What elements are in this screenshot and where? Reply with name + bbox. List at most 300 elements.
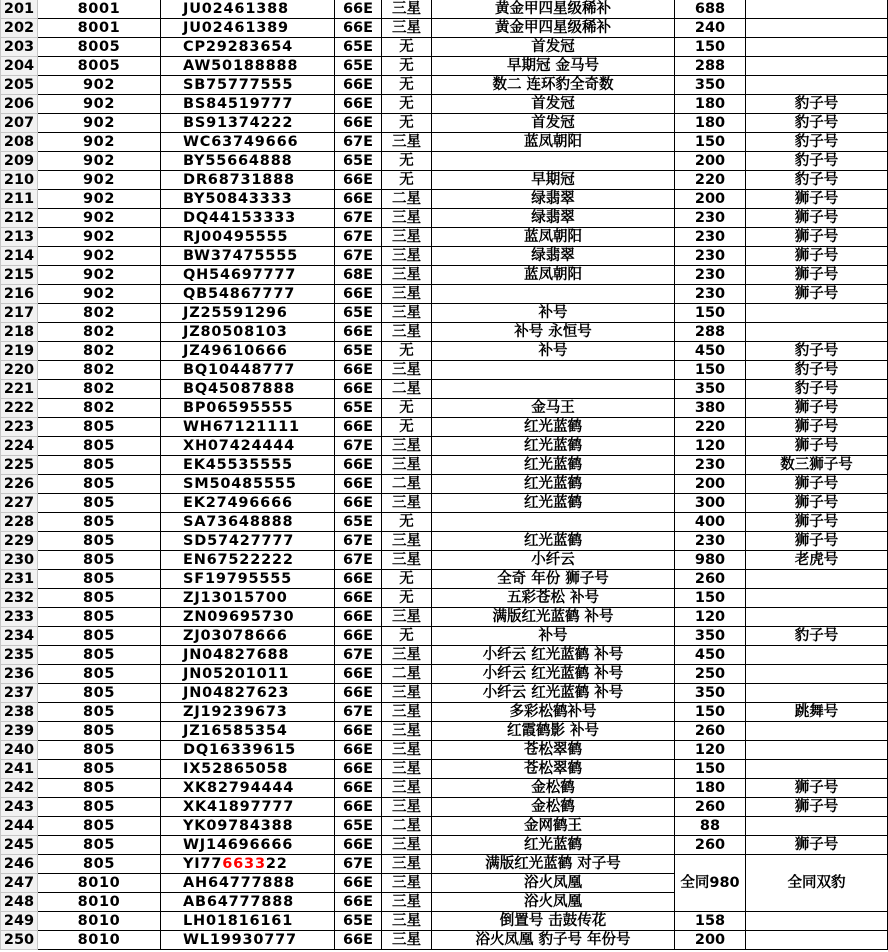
serial-number-cell[interactable]: JN05201011 (161, 665, 335, 684)
serial-number-cell[interactable]: ZJ19239673 (161, 703, 335, 722)
note-cell[interactable]: 豹子号 (746, 152, 888, 171)
serial-number-cell[interactable]: EK27496666 (161, 494, 335, 513)
version-code-cell[interactable]: 902 (38, 209, 161, 228)
serial-number-cell[interactable]: ZJ03078666 (161, 627, 335, 646)
row-number[interactable]: 227 (1, 494, 38, 513)
note-cell[interactable] (746, 38, 888, 57)
note-cell[interactable]: 狮子号 (746, 228, 888, 247)
description-cell[interactable]: 满版红光蓝鹤 对子号 (432, 855, 675, 874)
row-number[interactable]: 212 (1, 209, 38, 228)
version-code-cell[interactable]: 8005 (38, 38, 161, 57)
star-rating-cell[interactable]: 三星 (382, 608, 432, 627)
price-cell[interactable]: 980 (675, 551, 746, 570)
grade-cell[interactable]: 67E (335, 133, 382, 152)
serial-number-cell[interactable]: RJ00495555 (161, 228, 335, 247)
grade-cell[interactable]: 66E (335, 665, 382, 684)
serial-number-cell[interactable]: YK09784388 (161, 817, 335, 836)
description-cell[interactable]: 倒置号 击鼓传花 (432, 912, 675, 931)
star-rating-cell[interactable]: 三星 (382, 247, 432, 266)
description-cell[interactable]: 浴火凤凰 豹子号 年份号 (432, 931, 675, 950)
grade-cell[interactable]: 66E (335, 456, 382, 475)
serial-number-cell[interactable]: LH01816161 (161, 912, 335, 931)
note-cell[interactable] (746, 741, 888, 760)
description-cell[interactable]: 绿翡翠 (432, 247, 675, 266)
serial-number-cell[interactable]: ZJ13015700 (161, 589, 335, 608)
description-cell[interactable]: 金松鹤 (432, 798, 675, 817)
version-code-cell[interactable]: 802 (38, 361, 161, 380)
star-rating-cell[interactable]: 三星 (382, 494, 432, 513)
row-number[interactable]: 221 (1, 380, 38, 399)
star-rating-cell[interactable]: 三星 (382, 0, 432, 19)
star-rating-cell[interactable]: 无 (382, 570, 432, 589)
serial-number-cell[interactable]: JN04827623 (161, 684, 335, 703)
star-rating-cell[interactable]: 二星 (382, 665, 432, 684)
note-cell[interactable] (746, 57, 888, 76)
description-cell[interactable]: 金网鹤王 (432, 817, 675, 836)
serial-number-cell[interactable]: QH54697777 (161, 266, 335, 285)
note-cell[interactable]: 狮子号 (746, 285, 888, 304)
grade-cell[interactable]: 67E (335, 228, 382, 247)
serial-number-cell[interactable]: AB64777888 (161, 893, 335, 912)
row-number[interactable]: 209 (1, 152, 38, 171)
grade-cell[interactable]: 65E (335, 152, 382, 171)
description-cell[interactable]: 蓝凤朝阳 (432, 266, 675, 285)
row-number[interactable]: 243 (1, 798, 38, 817)
description-cell[interactable]: 绿翡翠 (432, 209, 675, 228)
version-code-cell[interactable]: 805 (38, 722, 161, 741)
version-code-cell[interactable]: 805 (38, 646, 161, 665)
row-number[interactable]: 250 (1, 931, 38, 950)
description-cell[interactable]: 补号 (432, 627, 675, 646)
grade-cell[interactable]: 65E (335, 513, 382, 532)
description-cell[interactable]: 早期冠 金马号 (432, 57, 675, 76)
price-cell[interactable]: 88 (675, 817, 746, 836)
description-cell[interactable]: 全奇 年份 狮子号 (432, 570, 675, 589)
version-code-cell[interactable]: 802 (38, 304, 161, 323)
grade-cell[interactable]: 66E (335, 380, 382, 399)
row-number[interactable]: 245 (1, 836, 38, 855)
serial-number-cell[interactable]: DR68731888 (161, 171, 335, 190)
description-cell[interactable]: 五彩苍松 补号 (432, 589, 675, 608)
description-cell[interactable]: 补号 (432, 304, 675, 323)
row-number[interactable]: 225 (1, 456, 38, 475)
grade-cell[interactable]: 66E (335, 190, 382, 209)
version-code-cell[interactable]: 805 (38, 741, 161, 760)
version-code-cell[interactable]: 902 (38, 76, 161, 95)
star-rating-cell[interactable]: 无 (382, 399, 432, 418)
serial-number-cell[interactable]: WJ14696666 (161, 836, 335, 855)
version-code-cell[interactable]: 805 (38, 703, 161, 722)
price-cell[interactable]: 150 (675, 760, 746, 779)
serial-number-cell[interactable]: BP06595555 (161, 399, 335, 418)
row-number[interactable]: 210 (1, 171, 38, 190)
star-rating-cell[interactable]: 无 (382, 171, 432, 190)
star-rating-cell[interactable]: 二星 (382, 380, 432, 399)
description-cell[interactable]: 早期冠 (432, 171, 675, 190)
price-cell[interactable]: 230 (675, 247, 746, 266)
serial-number-cell[interactable]: XK82794444 (161, 779, 335, 798)
grade-cell[interactable]: 67E (335, 532, 382, 551)
star-rating-cell[interactable]: 无 (382, 342, 432, 361)
price-cell[interactable]: 120 (675, 608, 746, 627)
description-cell[interactable]: 小纤云 (432, 551, 675, 570)
row-number[interactable]: 229 (1, 532, 38, 551)
grade-cell[interactable]: 66E (335, 570, 382, 589)
row-number[interactable]: 247 (1, 874, 38, 893)
price-cell[interactable]: 350 (675, 76, 746, 95)
row-number[interactable]: 208 (1, 133, 38, 152)
description-cell[interactable]: 满版红光蓝鹤 补号 (432, 608, 675, 627)
serial-number-cell[interactable]: BY50843333 (161, 190, 335, 209)
serial-number-cell[interactable]: WL19930777 (161, 931, 335, 950)
description-cell[interactable]: 小纤云 红光蓝鹤 补号 (432, 646, 675, 665)
star-rating-cell[interactable]: 无 (382, 589, 432, 608)
description-cell[interactable]: 黄金甲四星级稀补 (432, 19, 675, 38)
row-number[interactable]: 231 (1, 570, 38, 589)
row-number[interactable]: 239 (1, 722, 38, 741)
serial-number-cell[interactable]: WC63749666 (161, 133, 335, 152)
price-cell[interactable]: 150 (675, 589, 746, 608)
row-number[interactable]: 215 (1, 266, 38, 285)
note-cell[interactable]: 狮子号 (746, 418, 888, 437)
price-cell[interactable]: 180 (675, 779, 746, 798)
serial-number-cell[interactable]: XH07424444 (161, 437, 335, 456)
star-rating-cell[interactable]: 二星 (382, 190, 432, 209)
description-cell[interactable]: 蓝凤朝阳 (432, 228, 675, 247)
grade-cell[interactable]: 67E (335, 855, 382, 874)
merged-note-cell[interactable]: 全同双豹 (746, 855, 888, 912)
grade-cell[interactable]: 66E (335, 418, 382, 437)
note-cell[interactable]: 狮子号 (746, 190, 888, 209)
description-cell[interactable]: 苍松翠鹤 (432, 741, 675, 760)
star-rating-cell[interactable]: 三星 (382, 361, 432, 380)
star-rating-cell[interactable]: 三星 (382, 323, 432, 342)
version-code-cell[interactable]: 902 (38, 171, 161, 190)
version-code-cell[interactable]: 805 (38, 551, 161, 570)
merged-price-cell[interactable]: 全同980 (675, 855, 746, 912)
price-cell[interactable]: 250 (675, 665, 746, 684)
price-cell[interactable]: 150 (675, 304, 746, 323)
note-cell[interactable]: 狮子号 (746, 798, 888, 817)
serial-number-cell[interactable]: BQ10448777 (161, 361, 335, 380)
note-cell[interactable]: 数三狮子号 (746, 456, 888, 475)
star-rating-cell[interactable]: 三星 (382, 532, 432, 551)
grade-cell[interactable]: 66E (335, 893, 382, 912)
grade-cell[interactable]: 67E (335, 551, 382, 570)
star-rating-cell[interactable]: 三星 (382, 798, 432, 817)
description-cell[interactable]: 多彩松鹤补号 (432, 703, 675, 722)
price-cell[interactable]: 450 (675, 646, 746, 665)
version-code-cell[interactable]: 902 (38, 95, 161, 114)
note-cell[interactable]: 豹子号 (746, 171, 888, 190)
version-code-cell[interactable]: 805 (38, 570, 161, 589)
note-cell[interactable]: 狮子号 (746, 437, 888, 456)
price-cell[interactable]: 158 (675, 912, 746, 931)
note-cell[interactable] (746, 304, 888, 323)
version-code-cell[interactable]: 802 (38, 342, 161, 361)
star-rating-cell[interactable]: 三星 (382, 304, 432, 323)
row-number[interactable]: 222 (1, 399, 38, 418)
note-cell[interactable] (746, 76, 888, 95)
grade-cell[interactable]: 66E (335, 760, 382, 779)
note-cell[interactable] (746, 817, 888, 836)
version-code-cell[interactable]: 805 (38, 836, 161, 855)
note-cell[interactable] (746, 0, 888, 19)
version-code-cell[interactable]: 8010 (38, 893, 161, 912)
grade-cell[interactable]: 65E (335, 912, 382, 931)
note-cell[interactable] (746, 684, 888, 703)
note-cell[interactable]: 老虎号 (746, 551, 888, 570)
row-number[interactable]: 214 (1, 247, 38, 266)
serial-number-cell[interactable]: BW37475555 (161, 247, 335, 266)
serial-number-cell[interactable]: BQ45087888 (161, 380, 335, 399)
note-cell[interactable] (746, 931, 888, 950)
price-cell[interactable]: 230 (675, 456, 746, 475)
description-cell[interactable]: 浴火凤凰 (432, 893, 675, 912)
price-cell[interactable]: 200 (675, 475, 746, 494)
price-cell[interactable]: 220 (675, 171, 746, 190)
row-number[interactable]: 228 (1, 513, 38, 532)
description-cell[interactable]: 小纤云 红光蓝鹤 补号 (432, 665, 675, 684)
price-cell[interactable]: 300 (675, 494, 746, 513)
star-rating-cell[interactable]: 三星 (382, 779, 432, 798)
row-number[interactable]: 241 (1, 760, 38, 779)
star-rating-cell[interactable]: 无 (382, 76, 432, 95)
star-rating-cell[interactable]: 三星 (382, 874, 432, 893)
grade-cell[interactable]: 66E (335, 494, 382, 513)
price-cell[interactable]: 230 (675, 228, 746, 247)
row-number[interactable]: 244 (1, 817, 38, 836)
price-cell[interactable]: 688 (675, 0, 746, 19)
grade-cell[interactable]: 67E (335, 703, 382, 722)
note-cell[interactable]: 豹子号 (746, 95, 888, 114)
note-cell[interactable] (746, 570, 888, 589)
grade-cell[interactable]: 66E (335, 0, 382, 19)
price-cell[interactable]: 230 (675, 532, 746, 551)
row-number[interactable]: 230 (1, 551, 38, 570)
grade-cell[interactable]: 66E (335, 323, 382, 342)
serial-number-cell[interactable]: AH64777888 (161, 874, 335, 893)
serial-number-cell[interactable] (161, 855, 335, 874)
serial-number-cell[interactable]: JU02461388 (161, 0, 335, 19)
version-code-cell[interactable]: 902 (38, 114, 161, 133)
star-rating-cell[interactable]: 三星 (382, 209, 432, 228)
star-rating-cell[interactable]: 三星 (382, 760, 432, 779)
note-cell[interactable] (746, 608, 888, 627)
grade-cell[interactable]: 65E (335, 399, 382, 418)
star-rating-cell[interactable]: 无 (382, 627, 432, 646)
star-rating-cell[interactable]: 无 (382, 57, 432, 76)
grade-cell[interactable]: 66E (335, 19, 382, 38)
description-cell[interactable]: 绿翡翠 (432, 190, 675, 209)
description-cell[interactable]: 红光蓝鹤 (432, 418, 675, 437)
serial-number-cell[interactable]: BY55664888 (161, 152, 335, 171)
price-cell[interactable]: 150 (675, 133, 746, 152)
note-cell[interactable]: 豹子号 (746, 361, 888, 380)
row-number[interactable]: 205 (1, 76, 38, 95)
star-rating-cell[interactable]: 三星 (382, 19, 432, 38)
price-cell[interactable]: 260 (675, 798, 746, 817)
row-number[interactable]: 238 (1, 703, 38, 722)
version-code-cell[interactable]: 805 (38, 513, 161, 532)
grade-cell[interactable]: 65E (335, 38, 382, 57)
version-code-cell[interactable]: 805 (38, 456, 161, 475)
note-cell[interactable] (746, 665, 888, 684)
price-cell[interactable]: 200 (675, 152, 746, 171)
version-code-cell[interactable]: 8001 (38, 19, 161, 38)
grade-cell[interactable]: 67E (335, 247, 382, 266)
grade-cell[interactable]: 66E (335, 741, 382, 760)
grade-cell[interactable]: 66E (335, 171, 382, 190)
price-cell[interactable]: 400 (675, 513, 746, 532)
note-cell[interactable]: 狮子号 (746, 399, 888, 418)
row-number[interactable]: 213 (1, 228, 38, 247)
version-code-cell[interactable]: 805 (38, 494, 161, 513)
version-code-cell[interactable]: 8010 (38, 931, 161, 950)
note-cell[interactable]: 狮子号 (746, 494, 888, 513)
grade-cell[interactable]: 67E (335, 437, 382, 456)
star-rating-cell[interactable]: 二星 (382, 817, 432, 836)
row-number[interactable]: 242 (1, 779, 38, 798)
serial-number-cell[interactable]: EK45535555 (161, 456, 335, 475)
description-cell[interactable] (432, 361, 675, 380)
star-rating-cell[interactable]: 三星 (382, 855, 432, 874)
grade-cell[interactable]: 68E (335, 266, 382, 285)
description-cell[interactable]: 红光蓝鹤 (432, 494, 675, 513)
grade-cell[interactable]: 67E (335, 209, 382, 228)
description-cell[interactable]: 数二 连环豹全奇数 (432, 76, 675, 95)
row-number[interactable]: 249 (1, 912, 38, 931)
row-number[interactable]: 207 (1, 114, 38, 133)
note-cell[interactable]: 豹子号 (746, 342, 888, 361)
description-cell[interactable]: 黄金甲四星级稀补 (432, 0, 675, 19)
grade-cell[interactable]: 66E (335, 627, 382, 646)
version-code-cell[interactable]: 805 (38, 627, 161, 646)
serial-number-cell[interactable]: JZ25591296 (161, 304, 335, 323)
price-cell[interactable]: 380 (675, 399, 746, 418)
version-code-cell[interactable]: 802 (38, 323, 161, 342)
star-rating-cell[interactable]: 无 (382, 418, 432, 437)
description-cell[interactable]: 蓝凤朝阳 (432, 133, 675, 152)
note-cell[interactable]: 狮子号 (746, 779, 888, 798)
serial-number-cell[interactable]: ZN09695730 (161, 608, 335, 627)
note-cell[interactable] (746, 589, 888, 608)
star-rating-cell[interactable]: 三星 (382, 456, 432, 475)
star-rating-cell[interactable]: 三星 (382, 266, 432, 285)
version-code-cell[interactable]: 805 (38, 684, 161, 703)
price-cell[interactable]: 288 (675, 323, 746, 342)
version-code-cell[interactable]: 805 (38, 475, 161, 494)
star-rating-cell[interactable]: 三星 (382, 551, 432, 570)
version-code-cell[interactable]: 805 (38, 532, 161, 551)
description-cell[interactable]: 首发冠 (432, 95, 675, 114)
note-cell[interactable] (746, 19, 888, 38)
note-cell[interactable] (746, 323, 888, 342)
price-cell[interactable]: 200 (675, 190, 746, 209)
row-number[interactable]: 233 (1, 608, 38, 627)
serial-number-cell[interactable]: SA73648888 (161, 513, 335, 532)
version-code-cell[interactable]: 805 (38, 589, 161, 608)
price-cell[interactable]: 200 (675, 931, 746, 950)
serial-number-cell[interactable]: WH67121111 (161, 418, 335, 437)
star-rating-cell[interactable]: 三星 (382, 722, 432, 741)
version-code-cell[interactable]: 805 (38, 608, 161, 627)
grade-cell[interactable]: 66E (335, 361, 382, 380)
serial-number-cell[interactable]: JZ80508103 (161, 323, 335, 342)
note-cell[interactable]: 狮子号 (746, 247, 888, 266)
grade-cell[interactable]: 66E (335, 475, 382, 494)
description-cell[interactable]: 浴火凤凰 (432, 874, 675, 893)
description-cell[interactable]: 补号 (432, 342, 675, 361)
serial-number-cell[interactable]: SD57427777 (161, 532, 335, 551)
star-rating-cell[interactable]: 三星 (382, 133, 432, 152)
star-rating-cell[interactable]: 无 (382, 152, 432, 171)
description-cell[interactable]: 红光蓝鹤 (432, 437, 675, 456)
price-cell[interactable]: 220 (675, 418, 746, 437)
row-number[interactable]: 220 (1, 361, 38, 380)
row-number[interactable]: 219 (1, 342, 38, 361)
version-code-cell[interactable]: 902 (38, 152, 161, 171)
serial-number-cell[interactable]: SF19795555 (161, 570, 335, 589)
note-cell[interactable] (746, 646, 888, 665)
description-cell[interactable]: 首发冠 (432, 114, 675, 133)
grade-cell[interactable]: 66E (335, 836, 382, 855)
row-number[interactable]: 235 (1, 646, 38, 665)
row-number[interactable]: 202 (1, 19, 38, 38)
grade-cell[interactable]: 65E (335, 817, 382, 836)
grade-cell[interactable]: 66E (335, 114, 382, 133)
price-cell[interactable]: 260 (675, 722, 746, 741)
price-cell[interactable]: 230 (675, 266, 746, 285)
row-number[interactable]: 232 (1, 589, 38, 608)
price-cell[interactable]: 180 (675, 114, 746, 133)
serial-number-cell[interactable]: AW50188888 (161, 57, 335, 76)
star-rating-cell[interactable]: 三星 (382, 285, 432, 304)
version-code-cell[interactable]: 902 (38, 285, 161, 304)
row-number[interactable]: 203 (1, 38, 38, 57)
serial-number-cell[interactable]: QB54867777 (161, 285, 335, 304)
description-cell[interactable]: 补号 永恒号 (432, 323, 675, 342)
star-rating-cell[interactable]: 三星 (382, 912, 432, 931)
version-code-cell[interactable]: 902 (38, 247, 161, 266)
grade-cell[interactable]: 66E (335, 779, 382, 798)
description-cell[interactable]: 红光蓝鹤 (432, 532, 675, 551)
serial-number-cell[interactable]: BS91374222 (161, 114, 335, 133)
row-number[interactable]: 211 (1, 190, 38, 209)
description-cell[interactable]: 金马王 (432, 399, 675, 418)
version-code-cell[interactable]: 902 (38, 190, 161, 209)
serial-number-cell[interactable]: BS84519777 (161, 95, 335, 114)
price-cell[interactable]: 150 (675, 703, 746, 722)
grade-cell[interactable]: 65E (335, 304, 382, 323)
row-number[interactable]: 226 (1, 475, 38, 494)
star-rating-cell[interactable]: 三星 (382, 836, 432, 855)
serial-number-cell[interactable]: DQ44153333 (161, 209, 335, 228)
star-rating-cell[interactable]: 三星 (382, 931, 432, 950)
description-cell[interactable]: 小纤云 红光蓝鹤 补号 (432, 684, 675, 703)
version-code-cell[interactable]: 8005 (38, 57, 161, 76)
row-number[interactable]: 237 (1, 684, 38, 703)
price-cell[interactable]: 350 (675, 380, 746, 399)
row-number[interactable]: 216 (1, 285, 38, 304)
version-code-cell[interactable]: 805 (38, 779, 161, 798)
grade-cell[interactable]: 66E (335, 874, 382, 893)
grade-cell[interactable]: 66E (335, 722, 382, 741)
note-cell[interactable]: 狮子号 (746, 266, 888, 285)
row-number[interactable]: 217 (1, 304, 38, 323)
grade-cell[interactable]: 67E (335, 646, 382, 665)
star-rating-cell[interactable]: 三星 (382, 684, 432, 703)
